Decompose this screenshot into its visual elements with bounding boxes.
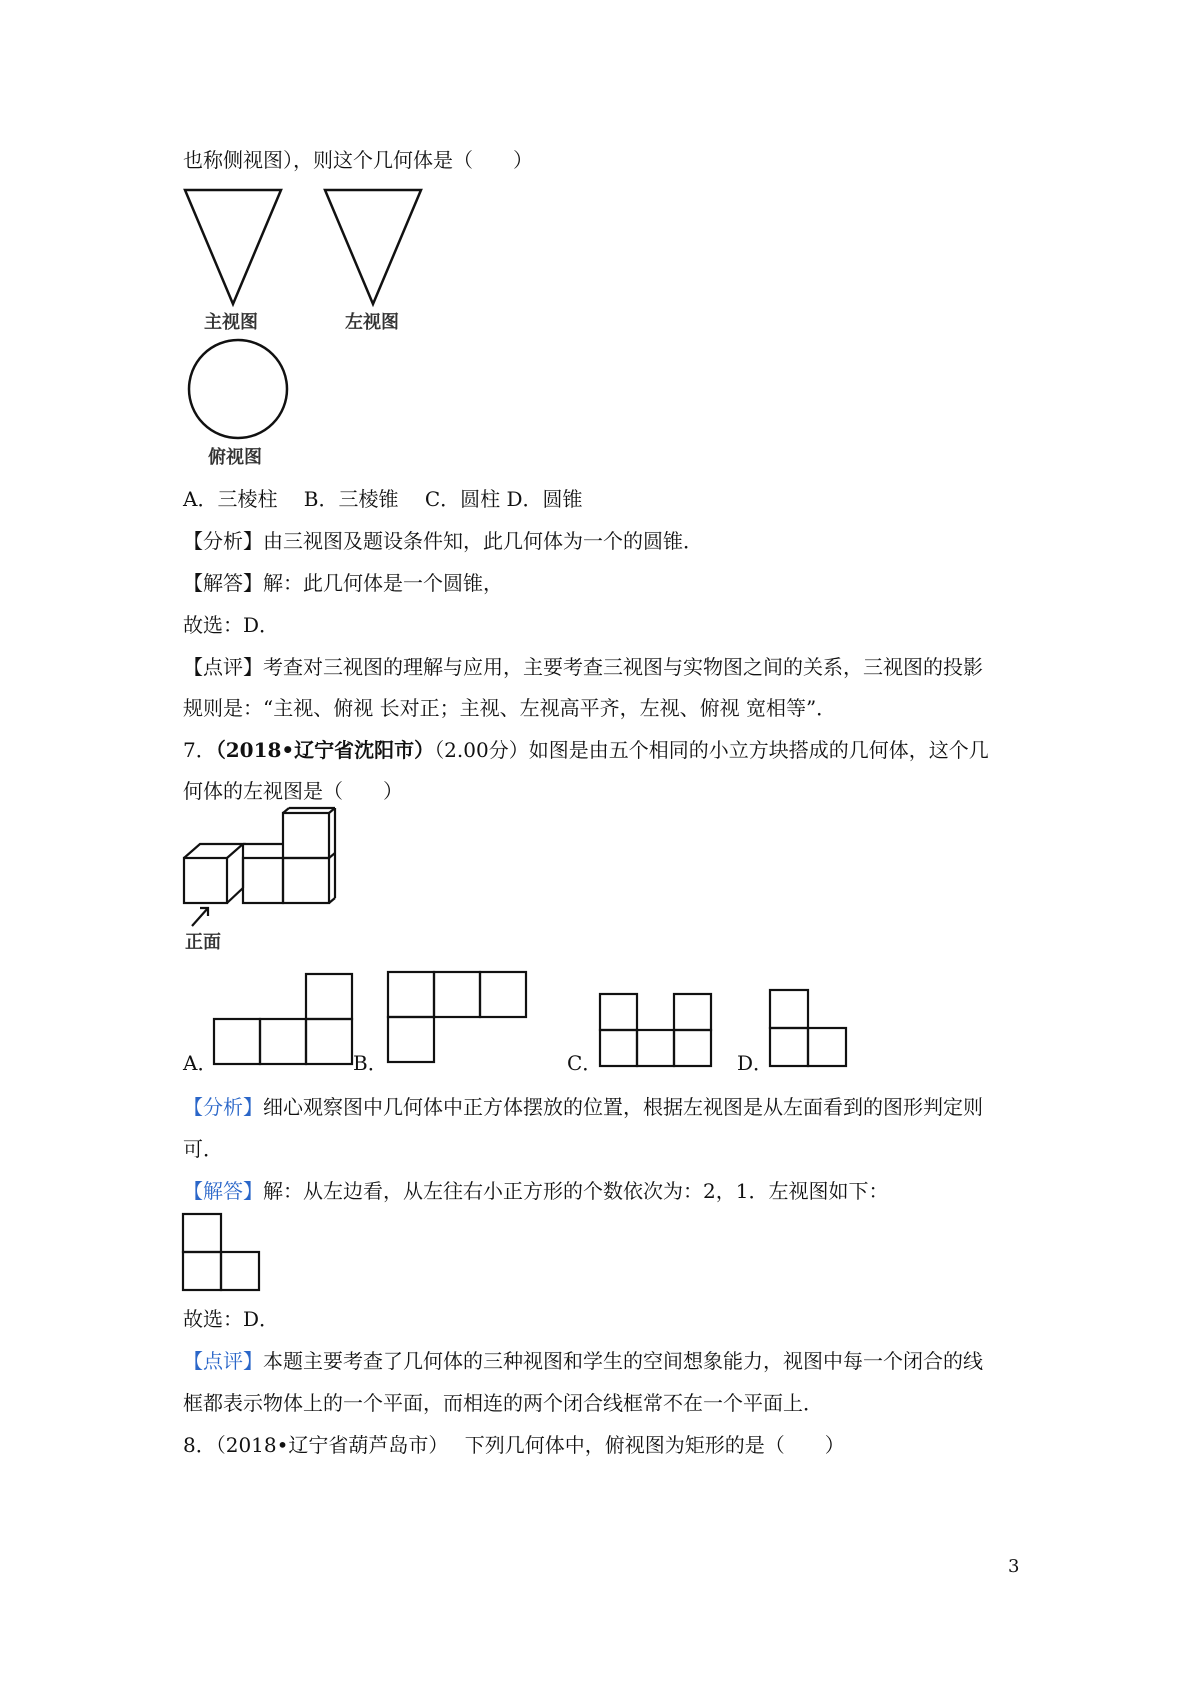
q7-choice: 故选：D． [183, 1307, 280, 1331]
q7-option-c-figure [598, 992, 716, 1072]
q7-comment-text-1: 本题主要考查了几何体的三种视图和学生的空间想象能力，视图中每一个闭合的线 [263, 1349, 983, 1373]
q8-stem: 8．（2018•辽宁省葫芦岛市） 下列几何体中，俯视图为矩形的是（ ） [183, 1433, 845, 1457]
q7-comment-tag: 【点评】 [183, 1349, 263, 1373]
q7-analysis-text-1: 细心观察图中几何体中正方体摆放的位置，根据左视图是从左面看到的图形判定则 [263, 1095, 983, 1119]
q6-answer-text: 解：此几何体是一个圆锥， [263, 571, 503, 595]
q7-answer-tag: 【解答】 [183, 1179, 263, 1203]
q6-answer-tag: 【解答】 [183, 571, 263, 595]
q6-comment [183, 654, 983, 680]
page-number: 3 [1008, 1556, 1020, 1577]
q7-option-c-label: C． [567, 1051, 603, 1075]
q7-analysis-line-2: 可． [183, 1137, 223, 1161]
q7-source: （2018•辽宁省沈阳市） [215, 738, 435, 762]
q6-answer [183, 570, 503, 596]
q7-stem-line-2: 何体的左视图是（ ） [183, 779, 403, 803]
q7-answer-text: 解：从左边看，从左往右小正方形的个数依次为：2，1．左视图如下： [263, 1179, 889, 1203]
q6-comment-line-2: 规则是：“主视、俯视 长对正；主视、左视高平齐，左视、俯视 宽相等”． [183, 696, 837, 720]
q7-option-a-figure [212, 969, 356, 1069]
q6-top-view-circle [186, 337, 290, 441]
q6-front-view-label: 主视图 [204, 312, 258, 333]
q6-choice: 故选：D． [183, 613, 280, 637]
q6-front-view-triangle [183, 188, 283, 308]
q6-comment-text-1: 考查对三视图的理解与应用，主要考查三视图与实物图之间的关系，三视图的投影 [263, 655, 983, 679]
q7-comment-line-2: 框都表示物体上的一个平面，而相连的两个闭合线框常不在一个平面上． [183, 1391, 823, 1415]
q6-options: A．三棱柱 B．三棱锥 C．圆柱 D．圆锥 [183, 487, 583, 511]
q6-stem-tail: 也称侧视图），则这个几何体是（ ） [183, 148, 533, 172]
q7-analysis-tag: 【分析】 [183, 1095, 263, 1119]
q6-top-view-label: 俯视图 [208, 447, 262, 468]
q7-stem-text-1: 如图是由五个相同的小立方块搭成的几何体，这个几 [528, 738, 989, 762]
q7-score: （2.00分） [434, 738, 529, 762]
q7-analysis [183, 1094, 983, 1120]
q6-left-view-triangle [323, 188, 423, 308]
q6-analysis-tag: 【分析】 [183, 529, 263, 553]
q6-analysis [183, 528, 703, 554]
q7-option-b-figure [386, 968, 530, 1068]
q7-option-d-figure [768, 988, 854, 1072]
q6-analysis-text: 由三视图及题设条件知，此几何体为一个的圆锥． [263, 529, 703, 553]
q7-answer-left-view-figure [181, 1212, 267, 1296]
q7-option-b-label: B． [353, 1051, 388, 1075]
q7-cube-figure [180, 808, 330, 928]
q7-stem [183, 737, 989, 763]
q7-comment [183, 1348, 983, 1374]
q7-answer [183, 1178, 888, 1204]
q7-option-a-label: A． [183, 1051, 218, 1075]
q7-number: 7． [183, 738, 216, 762]
q6-left-view-label: 左视图 [345, 312, 399, 333]
q7-front-label: 正面 [185, 932, 221, 953]
q6-comment-tag: 【点评】 [183, 655, 263, 679]
q7-option-d-label: D． [737, 1051, 774, 1075]
